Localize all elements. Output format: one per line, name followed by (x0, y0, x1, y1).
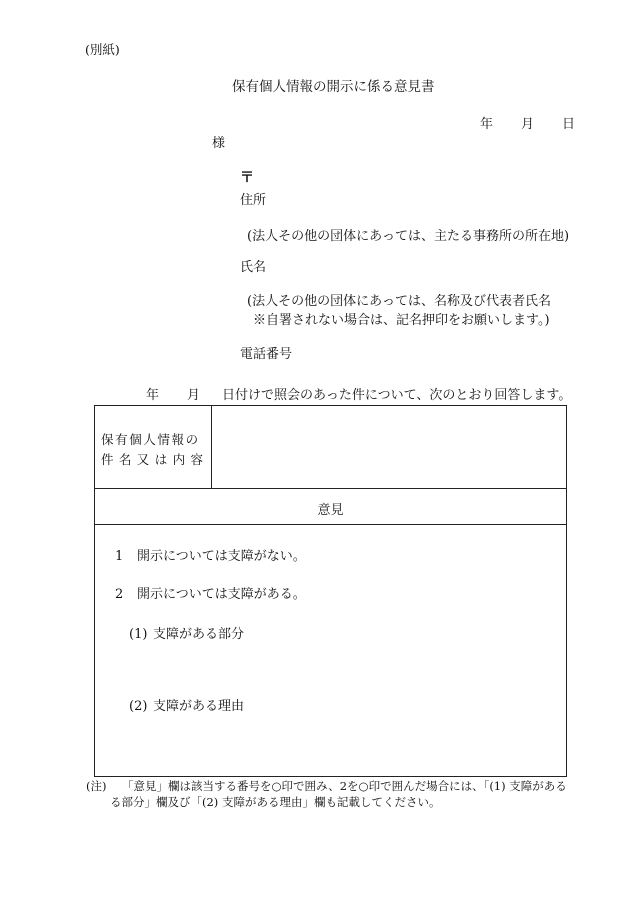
intro-year: 年 (146, 388, 160, 403)
option2-number: 2 (115, 587, 124, 602)
sub1-number: (1) (129, 627, 148, 642)
name-note-line1: (法人その他の団体にあっては、名称及び代表者氏名 (247, 294, 551, 309)
subject-label-line1: 保有個人情報の (101, 432, 200, 447)
opinion-table (94, 405, 567, 777)
subject-value-cell[interactable] (212, 406, 566, 488)
document-title: 保有個人情報の開示に係る意見書 (232, 79, 435, 95)
sub2-text: 支障がある理由 (153, 699, 245, 714)
opinion-header: 意見 (317, 503, 344, 518)
address-note: (法人その他の団体にあっては、主たる事務所の所在地) (247, 229, 570, 244)
date-day: 日 (562, 117, 576, 132)
annex-label: (別紙) (85, 42, 120, 57)
intro-sentence (146, 388, 571, 404)
sub-item-objection-reason (129, 695, 244, 714)
subject-label-line2: 件名又は内容 (101, 452, 209, 467)
option-objection[interactable] (115, 583, 306, 602)
subject-row (95, 406, 566, 489)
date-line (480, 117, 575, 133)
name-note-line2: ※自署されない場合は、記名押印をお願いします。) (253, 313, 550, 328)
date-month: 月 (521, 117, 535, 132)
intro-month: 月 (187, 388, 201, 403)
intro-text: 日付けで照会のあった件について、次のとおり回答します。 (222, 388, 572, 403)
date-year: 年 (480, 117, 494, 132)
subject-label-cell (95, 406, 212, 488)
footnote-line1 (86, 780, 567, 794)
option1-text: 開示については支障がない。 (137, 549, 306, 564)
opinion-body (95, 525, 566, 776)
footnote-line2: る部分」欄及び「(2) 支障がある理由」欄も記載してください。 (110, 795, 441, 809)
option-no-objection[interactable] (115, 545, 306, 564)
footnote-text-1: 「意見」欄は該当する番号を○印で囲み、2を○印で囲んだ場合には、「(1) 支障がある (122, 779, 567, 793)
address-label: 住所 (240, 193, 267, 208)
option2-text: 開示については支障がある。 (137, 587, 306, 602)
phone-label: 電話番号 (240, 347, 293, 362)
sub2-number: (2) (129, 699, 148, 714)
sub-item-objection-part (129, 623, 244, 642)
sub1-text: 支障がある部分 (153, 627, 245, 642)
option1-number: 1 (115, 549, 124, 564)
opinion-header-row (95, 489, 566, 525)
addressee-honorific: 様 (212, 136, 226, 151)
footnote-label: (注) (86, 779, 107, 793)
name-label: 氏名 (240, 260, 267, 275)
postal-mark: 〒 (240, 170, 254, 186)
